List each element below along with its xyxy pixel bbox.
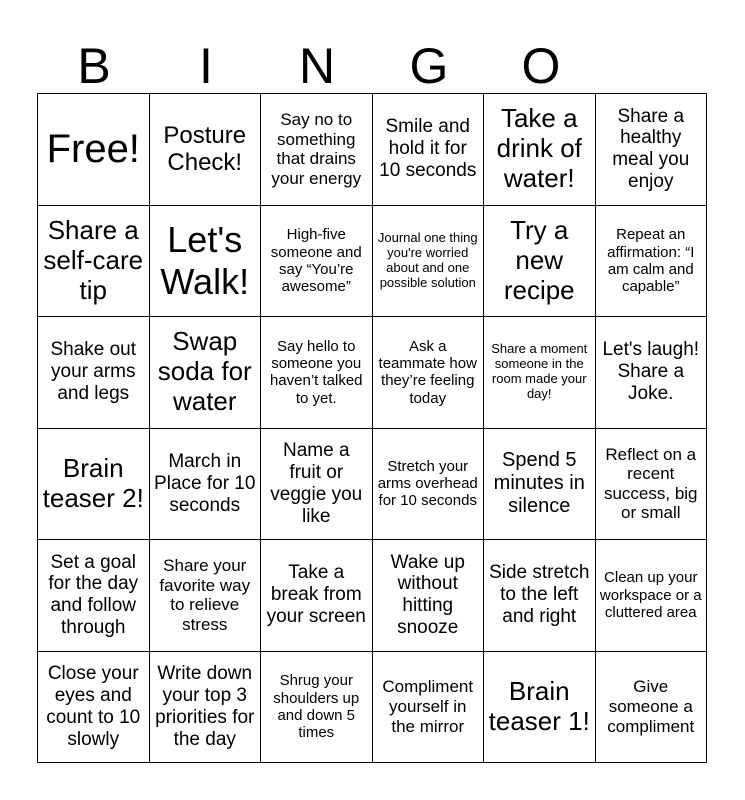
bingo-cell[interactable]: Smile and hold it for 10 seconds — [372, 94, 484, 206]
bingo-cell[interactable]: Spend 5 minutes in silence — [484, 428, 596, 540]
grid-row — [38, 540, 707, 652]
bingo-cell[interactable]: Write down your top 3 priorities for the day — [149, 651, 261, 763]
bingo-cell[interactable]: High-five someone and say “You’re awesome” — [261, 205, 373, 317]
bingo-cell[interactable]: Say no to something that drains your energy — [261, 94, 373, 206]
bingo-cell[interactable]: March in Place for 10 seconds — [149, 428, 261, 540]
bingo-cell[interactable]: Share your favorite way to relieve stress — [149, 540, 261, 652]
bingo-cell[interactable]: Share a healthy meal you enjoy — [595, 94, 707, 206]
bingo-cell[interactable]: Name a fruit or veggie you like — [261, 428, 373, 540]
bingo-header — [38, 40, 708, 92]
bingo-cell[interactable]: Share a moment someone in the room made your day! — [484, 317, 596, 429]
bingo-cell[interactable]: Ask a teammate how they’re feeling today — [372, 317, 484, 429]
bingo-cell[interactable]: Swap soda for water — [149, 317, 261, 429]
bingo-cell[interactable]: Take a drink of water! — [484, 94, 596, 206]
bingo-cell[interactable]: Brain teaser 1! — [484, 651, 596, 763]
header-letter-o: O — [521, 38, 561, 94]
bingo-cell[interactable]: Share a self-care tip — [38, 205, 150, 317]
bingo-cell[interactable]: Shrug your shoulders up and down 5 times — [261, 651, 373, 763]
bingo-cell[interactable]: Try a new recipe — [484, 205, 596, 317]
header-letter-g: G — [409, 38, 449, 94]
bingo-cell[interactable]: Reflect on a recent success, big or small — [595, 428, 707, 540]
grid-row — [38, 428, 707, 540]
bingo-cell[interactable]: Posture Check! — [149, 94, 261, 206]
grid-row — [38, 94, 707, 206]
bingo-cell[interactable]: Brain teaser 2! — [38, 428, 150, 540]
bingo-cell[interactable]: Stretch your arms overhead for 10 seconds — [372, 428, 484, 540]
bingo-cell[interactable]: Shake out your arms and legs — [38, 317, 150, 429]
grid-row — [38, 651, 707, 763]
header-letter-i: I — [199, 38, 213, 94]
bingo-cell[interactable]: Let's laugh! Share a Joke. — [595, 317, 707, 429]
grid-row — [38, 317, 707, 429]
bingo-cell[interactable]: Side stretch to the left and right — [484, 540, 596, 652]
bingo-cell[interactable]: Let's Walk! — [149, 205, 261, 317]
bingo-cell[interactable]: Wake up without hitting snooze — [372, 540, 484, 652]
bingo-cell[interactable]: Set a goal for the day and follow through — [38, 540, 150, 652]
bingo-cell[interactable]: Take a break from your screen — [261, 540, 373, 652]
bingo-cell[interactable]: Close your eyes and count to 10 slowly — [38, 651, 150, 763]
bingo-cell[interactable]: Clean up your workspace or a cluttered area — [595, 540, 707, 652]
bingo-cell[interactable]: Say hello to someone you haven’t talked to yet. — [261, 317, 373, 429]
bingo-cell[interactable]: Free! — [38, 94, 150, 206]
bingo-cell[interactable]: Repeat an affirmation: “I am calm and capable” — [595, 205, 707, 317]
header-letter-b: B — [77, 38, 111, 94]
bingo-cell[interactable]: Journal one thing you're worried about and one possible solution — [372, 205, 484, 317]
bingo-cell[interactable]: Compliment yourself in the mirror — [372, 651, 484, 763]
grid-row — [38, 205, 707, 317]
bingo-grid — [37, 93, 707, 763]
bingo-cell[interactable]: Give someone a compliment — [595, 651, 707, 763]
header-letter-n: N — [298, 38, 336, 94]
